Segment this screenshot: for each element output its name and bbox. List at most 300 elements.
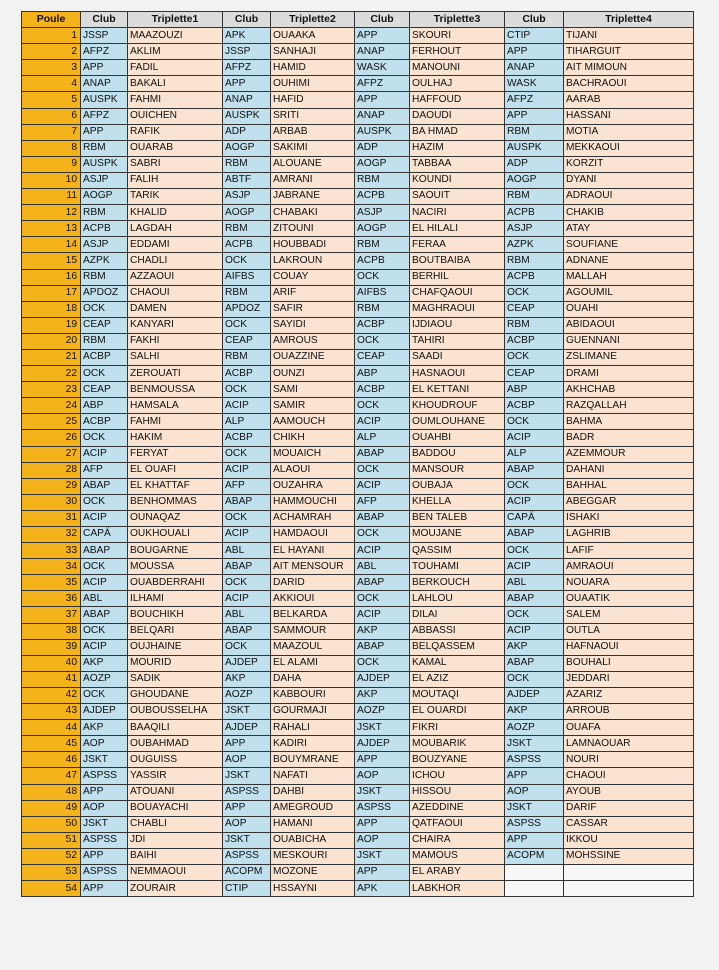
cell-club-4[interactable]: ANAP xyxy=(505,60,564,76)
cell-triplette-4[interactable]: AARAB xyxy=(564,92,694,108)
cell-triplette-1[interactable]: BOUCHIKH xyxy=(128,607,223,623)
cell-triplette-1[interactable]: ILHAMI xyxy=(128,591,223,607)
cell-triplette-2[interactable]: AIT MENSOUR xyxy=(271,559,355,575)
cell-club-4[interactable]: ACIP xyxy=(505,494,564,510)
cell-triplette-3[interactable]: IJDIAOU xyxy=(410,317,505,333)
cell-club-4[interactable]: AKP xyxy=(505,704,564,720)
cell-club-4[interactable]: AFPZ xyxy=(505,92,564,108)
cell-triplette-3[interactable]: BADDOU xyxy=(410,446,505,462)
header-triplette-4[interactable]: Triplette4 xyxy=(564,12,694,28)
cell-club-1[interactable]: RBM xyxy=(81,205,128,221)
cell-poule-number[interactable]: 52 xyxy=(22,848,81,864)
cell-club-3[interactable]: ALP xyxy=(355,430,410,446)
cell-triplette-3[interactable]: SAADI xyxy=(410,349,505,365)
cell-club-1[interactable]: CAPÄ xyxy=(81,527,128,543)
cell-poule-number[interactable]: 46 xyxy=(22,752,81,768)
cell-poule-number[interactable]: 32 xyxy=(22,527,81,543)
cell-club-3[interactable]: OCK xyxy=(355,655,410,671)
cell-triplette-1[interactable]: LAGDAH xyxy=(128,221,223,237)
cell-club-1[interactable]: AJDEP xyxy=(81,704,128,720)
cell-club-4[interactable]: OCK xyxy=(505,349,564,365)
cell-club-3[interactable]: AKP xyxy=(355,623,410,639)
cell-club-4[interactable]: ACIP xyxy=(505,430,564,446)
cell-club-1[interactable]: OCK xyxy=(81,494,128,510)
cell-club-3[interactable]: ASJP xyxy=(355,205,410,221)
cell-club-1[interactable]: ACIP xyxy=(81,575,128,591)
cell-triplette-2[interactable]: MOUAICH xyxy=(271,446,355,462)
cell-club-1[interactable]: AOP xyxy=(81,736,128,752)
cell-triplette-4[interactable]: BAHHAL xyxy=(564,478,694,494)
cell-club-2[interactable]: ASPSS xyxy=(223,848,271,864)
cell-poule-number[interactable]: 6 xyxy=(22,108,81,124)
cell-club-4[interactable]: ABAP xyxy=(505,591,564,607)
cell-triplette-3[interactable]: TOUHAMI xyxy=(410,559,505,575)
cell-triplette-4[interactable]: CHAKIB xyxy=(564,205,694,221)
cell-triplette-2[interactable]: KABBOURI xyxy=(271,687,355,703)
cell-club-2[interactable]: JSKT xyxy=(223,704,271,720)
cell-club-3[interactable]: ABL xyxy=(355,559,410,575)
cell-triplette-3[interactable]: OUAHBI xyxy=(410,430,505,446)
cell-triplette-3[interactable]: NACIRI xyxy=(410,205,505,221)
cell-club-4[interactable]: OCK xyxy=(505,478,564,494)
cell-club-3[interactable]: ACPB xyxy=(355,253,410,269)
cell-club-3[interactable]: AOP xyxy=(355,768,410,784)
cell-triplette-2[interactable]: DAHA xyxy=(271,671,355,687)
cell-club-2[interactable]: ACIP xyxy=(223,462,271,478)
cell-triplette-4[interactable]: ABIDAOUI xyxy=(564,317,694,333)
cell-club-2[interactable]: AKP xyxy=(223,671,271,687)
cell-triplette-2[interactable]: OUZAHRA xyxy=(271,478,355,494)
cell-club-1[interactable]: JSSP xyxy=(81,28,128,44)
cell-triplette-4[interactable]: SALEM xyxy=(564,607,694,623)
cell-poule-number[interactable]: 5 xyxy=(22,92,81,108)
cell-triplette-3[interactable]: MOUTAQI xyxy=(410,687,505,703)
cell-poule-number[interactable]: 14 xyxy=(22,237,81,253)
cell-poule-number[interactable]: 11 xyxy=(22,189,81,205)
cell-club-1[interactable]: RBM xyxy=(81,333,128,349)
cell-triplette-2[interactable]: SAMI xyxy=(271,382,355,398)
cell-club-2[interactable]: RBM xyxy=(223,349,271,365)
cell-club-2[interactable]: AUSPK xyxy=(223,108,271,124)
cell-club-1[interactable]: OCK xyxy=(81,559,128,575)
cell-triplette-3[interactable]: KHOUDROUF xyxy=(410,398,505,414)
cell-club-4[interactable]: ACPB xyxy=(505,269,564,285)
cell-club-3[interactable]: JSKT xyxy=(355,784,410,800)
cell-triplette-2[interactable]: OUABICHA xyxy=(271,832,355,848)
cell-club-2[interactable]: ASPSS xyxy=(223,784,271,800)
cell-club-3[interactable]: AOGP xyxy=(355,221,410,237)
cell-triplette-4[interactable]: RAZQALLAH xyxy=(564,398,694,414)
cell-triplette-2[interactable]: AMROUS xyxy=(271,333,355,349)
cell-triplette-3[interactable]: KOUNDI xyxy=(410,172,505,188)
cell-triplette-4[interactable]: ADNANE xyxy=(564,253,694,269)
cell-club-1[interactable]: ACBP xyxy=(81,349,128,365)
cell-club-1[interactable]: OCK xyxy=(81,430,128,446)
cell-triplette-1[interactable]: BAKALI xyxy=(128,76,223,92)
cell-club-3[interactable]: APP xyxy=(355,28,410,44)
header-club-3[interactable]: Club xyxy=(355,12,410,28)
cell-triplette-4[interactable]: ADRAOUI xyxy=(564,189,694,205)
header-club-2[interactable]: Club xyxy=(223,12,271,28)
cell-triplette-4[interactable]: ABEGGAR xyxy=(564,494,694,510)
cell-club-3[interactable]: AIFBS xyxy=(355,285,410,301)
cell-triplette-2[interactable]: MAAZOUL xyxy=(271,639,355,655)
cell-club-4[interactable]: ASPSS xyxy=(505,816,564,832)
cell-club-2[interactable]: ASJP xyxy=(223,189,271,205)
cell-club-3[interactable]: OCK xyxy=(355,527,410,543)
cell-club-2[interactable]: AOP xyxy=(223,752,271,768)
cell-club-3[interactable]: AFPZ xyxy=(355,76,410,92)
cell-club-2[interactable]: OCK xyxy=(223,382,271,398)
cell-triplette-1[interactable]: OUJHAINE xyxy=(128,639,223,655)
cell-triplette-1[interactable]: BENHOMMAS xyxy=(128,494,223,510)
header-triplette-3[interactable]: Triplette3 xyxy=(410,12,505,28)
cell-club-1[interactable]: AFPZ xyxy=(81,108,128,124)
cell-club-1[interactable]: AOP xyxy=(81,800,128,816)
cell-triplette-1[interactable]: BOUAYACHI xyxy=(128,800,223,816)
cell-triplette-3[interactable]: HASNAOUI xyxy=(410,366,505,382)
cell-club-3[interactable]: ACIP xyxy=(355,414,410,430)
cell-club-4[interactable]: ASJP xyxy=(505,221,564,237)
cell-club-2[interactable]: AOGP xyxy=(223,205,271,221)
header-triplette-1[interactable]: Triplette1 xyxy=(128,12,223,28)
cell-triplette-4[interactable]: MALLAH xyxy=(564,269,694,285)
cell-club-1[interactable]: ASJP xyxy=(81,237,128,253)
cell-triplette-3[interactable]: BOUTBAIBA xyxy=(410,253,505,269)
cell-poule-number[interactable]: 28 xyxy=(22,462,81,478)
cell-triplette-4[interactable]: DYANI xyxy=(564,172,694,188)
cell-club-4[interactable]: RBM xyxy=(505,253,564,269)
cell-club-3[interactable]: OCK xyxy=(355,462,410,478)
cell-poule-number[interactable]: 1 xyxy=(22,28,81,44)
cell-poule-number[interactable]: 54 xyxy=(22,881,81,897)
cell-triplette-2[interactable]: SANHAJI xyxy=(271,44,355,60)
cell-poule-number[interactable]: 31 xyxy=(22,510,81,526)
cell-triplette-3[interactable]: CHAFQAOUI xyxy=(410,285,505,301)
cell-triplette-1[interactable]: KANYARI xyxy=(128,317,223,333)
cell-poule-number[interactable]: 20 xyxy=(22,333,81,349)
cell-club-4[interactable]: RBM xyxy=(505,189,564,205)
cell-club-1[interactable]: CEAP xyxy=(81,317,128,333)
cell-triplette-1[interactable]: JDI xyxy=(128,832,223,848)
cell-club-1[interactable]: RBM xyxy=(81,269,128,285)
cell-club-3[interactable]: ABAP xyxy=(355,446,410,462)
cell-triplette-3[interactable]: HAFFOUD xyxy=(410,92,505,108)
cell-poule-number[interactable]: 10 xyxy=(22,172,81,188)
cell-club-1[interactable]: ABAP xyxy=(81,543,128,559)
cell-triplette-4[interactable]: NOUARA xyxy=(564,575,694,591)
cell-club-2[interactable]: APK xyxy=(223,28,271,44)
cell-triplette-1[interactable]: FADIL xyxy=(128,60,223,76)
cell-triplette-3[interactable]: BELQASSEM xyxy=(410,639,505,655)
cell-triplette-3[interactable]: EL ARABY xyxy=(410,864,505,880)
cell-triplette-2[interactable]: ACHAMRAH xyxy=(271,510,355,526)
cell-triplette-3[interactable]: ABBASSI xyxy=(410,623,505,639)
cell-club-1[interactable]: APP xyxy=(81,60,128,76)
cell-club-3[interactable]: APP xyxy=(355,864,410,880)
cell-club-1[interactable]: OCK xyxy=(81,623,128,639)
cell-triplette-3[interactable]: QATFAOUI xyxy=(410,816,505,832)
cell-club-2[interactable]: OCK xyxy=(223,510,271,526)
cell-club-2[interactable]: ACOPM xyxy=(223,864,271,880)
cell-triplette-4[interactable]: GUENNANI xyxy=(564,333,694,349)
cell-club-3[interactable]: WASK xyxy=(355,60,410,76)
cell-club-1[interactable]: ACPB xyxy=(81,221,128,237)
cell-club-3[interactable]: JSKT xyxy=(355,720,410,736)
cell-triplette-1[interactable]: OUNAQAZ xyxy=(128,510,223,526)
cell-triplette-3[interactable]: OUBAJA xyxy=(410,478,505,494)
cell-club-2[interactable]: ALP xyxy=(223,414,271,430)
cell-triplette-3[interactable]: EL KETTANI xyxy=(410,382,505,398)
cell-triplette-2[interactable]: DARID xyxy=(271,575,355,591)
cell-triplette-2[interactable]: MOZONE xyxy=(271,864,355,880)
cell-triplette-4[interactable]: AIT MIMOUN xyxy=(564,60,694,76)
cell-club-1[interactable]: AKP xyxy=(81,655,128,671)
cell-club-3[interactable]: RBM xyxy=(355,237,410,253)
cell-triplette-3[interactable]: OUMLOUHANE xyxy=(410,414,505,430)
cell-club-1[interactable]: CEAP xyxy=(81,382,128,398)
cell-triplette-3[interactable]: MAMOUS xyxy=(410,848,505,864)
cell-triplette-1[interactable]: ZEROUATI xyxy=(128,366,223,382)
cell-poule-number[interactable]: 25 xyxy=(22,414,81,430)
cell-club-4[interactable]: CEAP xyxy=(505,366,564,382)
cell-triplette-4[interactable]: TIJANI xyxy=(564,28,694,44)
cell-club-2[interactable]: APP xyxy=(223,800,271,816)
cell-club-2[interactable]: ABAP xyxy=(223,559,271,575)
cell-club-1[interactable]: AUSPK xyxy=(81,156,128,172)
cell-triplette-2[interactable]: HAMANI xyxy=(271,816,355,832)
cell-triplette-3[interactable]: OULHAJ xyxy=(410,76,505,92)
cell-poule-number[interactable]: 3 xyxy=(22,60,81,76)
cell-club-4[interactable]: OCK xyxy=(505,414,564,430)
cell-poule-number[interactable]: 42 xyxy=(22,687,81,703)
cell-club-1[interactable]: APDOZ xyxy=(81,285,128,301)
cell-club-3[interactable]: AUSPK xyxy=(355,124,410,140)
cell-triplette-4[interactable]: ATAY xyxy=(564,221,694,237)
cell-poule-number[interactable]: 16 xyxy=(22,269,81,285)
cell-club-4[interactable]: APP xyxy=(505,768,564,784)
cell-club-1[interactable]: AFP xyxy=(81,462,128,478)
cell-club-4[interactable]: ACBP xyxy=(505,398,564,414)
cell-club-1[interactable]: ASPSS xyxy=(81,768,128,784)
cell-poule-number[interactable]: 45 xyxy=(22,736,81,752)
cell-club-4[interactable]: OCK xyxy=(505,607,564,623)
cell-club-3[interactable]: ANAP xyxy=(355,108,410,124)
cell-poule-number[interactable]: 43 xyxy=(22,704,81,720)
cell-poule-number[interactable]: 22 xyxy=(22,366,81,382)
cell-club-1[interactable]: OCK xyxy=(81,687,128,703)
cell-poule-number[interactable]: 21 xyxy=(22,349,81,365)
cell-triplette-4[interactable]: DAHANI xyxy=(564,462,694,478)
cell-triplette-4[interactable]: CHAOUI xyxy=(564,768,694,784)
cell-triplette-1[interactable]: BAAQILI xyxy=(128,720,223,736)
cell-club-4[interactable]: JSKT xyxy=(505,800,564,816)
cell-club-2[interactable]: ACIP xyxy=(223,527,271,543)
cell-triplette-2[interactable]: HAMID xyxy=(271,60,355,76)
cell-triplette-2[interactable]: CHIKH xyxy=(271,430,355,446)
cell-triplette-2[interactable]: CHABAKI xyxy=(271,205,355,221)
cell-club-2[interactable]: ACPB xyxy=(223,237,271,253)
cell-triplette-2[interactable]: RAHALI xyxy=(271,720,355,736)
cell-triplette-3[interactable]: HISSOU xyxy=(410,784,505,800)
cell-club-4[interactable]: OCK xyxy=(505,671,564,687)
cell-triplette-4[interactable]: AGOUMIL xyxy=(564,285,694,301)
cell-club-4[interactable]: ACOPM xyxy=(505,848,564,864)
cell-triplette-3[interactable]: BERKOUCH xyxy=(410,575,505,591)
cell-triplette-2[interactable]: AAMOUCH xyxy=(271,414,355,430)
cell-triplette-3[interactable]: MOUBARIK xyxy=(410,736,505,752)
cell-triplette-4[interactable]: HASSANI xyxy=(564,108,694,124)
cell-club-2[interactable]: ACBP xyxy=(223,430,271,446)
cell-triplette-1[interactable]: SADIK xyxy=(128,671,223,687)
cell-club-4[interactable]: AKP xyxy=(505,639,564,655)
cell-triplette-3[interactable]: FERHOUT xyxy=(410,44,505,60)
cell-triplette-1[interactable]: HAKIM xyxy=(128,430,223,446)
cell-triplette-1[interactable]: FERYAT xyxy=(128,446,223,462)
header-club-4[interactable]: Club xyxy=(505,12,564,28)
cell-triplette-1[interactable]: OUBOUSSELHA xyxy=(128,704,223,720)
cell-club-1[interactable]: ACBP xyxy=(81,414,128,430)
cell-club-2[interactable]: ACIP xyxy=(223,398,271,414)
cell-triplette-4[interactable]: AZEMMOUR xyxy=(564,446,694,462)
cell-triplette-1[interactable]: OUABDERRAHI xyxy=(128,575,223,591)
cell-club-2[interactable]: OCK xyxy=(223,253,271,269)
cell-club-3[interactable]: APP xyxy=(355,752,410,768)
cell-triplette-4[interactable]: LAFIF xyxy=(564,543,694,559)
cell-club-1[interactable]: APP xyxy=(81,784,128,800)
cell-club-1[interactable]: RBM xyxy=(81,140,128,156)
cell-triplette-2[interactable]: JABRANE xyxy=(271,189,355,205)
cell-club-2[interactable]: ABAP xyxy=(223,494,271,510)
cell-club-1[interactable]: OCK xyxy=(81,366,128,382)
cell-poule-number[interactable]: 24 xyxy=(22,398,81,414)
cell-triplette-4[interactable]: ZSLIMANE xyxy=(564,349,694,365)
cell-triplette-2[interactable]: SRITI xyxy=(271,108,355,124)
cell-club-4[interactable]: APP xyxy=(505,108,564,124)
cell-triplette-1[interactable]: MOUSSA xyxy=(128,559,223,575)
cell-poule-number[interactable]: 7 xyxy=(22,124,81,140)
cell-club-2[interactable]: OCK xyxy=(223,446,271,462)
cell-triplette-1[interactable]: RAFIK xyxy=(128,124,223,140)
cell-club-3[interactable]: ACBP xyxy=(355,317,410,333)
cell-triplette-1[interactable]: OUARAB xyxy=(128,140,223,156)
cell-poule-number[interactable]: 38 xyxy=(22,623,81,639)
cell-club-1[interactable]: JSKT xyxy=(81,816,128,832)
cell-triplette-3[interactable]: DAOUDI xyxy=(410,108,505,124)
cell-triplette-4[interactable]: TIHARGUIT xyxy=(564,44,694,60)
cell-poule-number[interactable]: 8 xyxy=(22,140,81,156)
cell-club-4[interactable]: CTIP xyxy=(505,28,564,44)
cell-club-4[interactable]: ABAP xyxy=(505,462,564,478)
cell-club-2[interactable]: AJDEP xyxy=(223,720,271,736)
cell-triplette-1[interactable]: BOUGARNE xyxy=(128,543,223,559)
cell-club-2[interactable]: CEAP xyxy=(223,333,271,349)
cell-poule-number[interactable]: 27 xyxy=(22,446,81,462)
cell-club-3[interactable]: ABP xyxy=(355,366,410,382)
cell-club-3[interactable]: AOGP xyxy=(355,156,410,172)
cell-poule-number[interactable]: 30 xyxy=(22,494,81,510)
cell-triplette-1[interactable]: CHADLI xyxy=(128,253,223,269)
cell-club-3[interactable]: ACPB xyxy=(355,189,410,205)
cell-club-1[interactable]: AFPZ xyxy=(81,44,128,60)
cell-triplette-4[interactable]: AKHCHAB xyxy=(564,382,694,398)
cell-triplette-2[interactable]: AKKIOUI xyxy=(271,591,355,607)
cell-triplette-2[interactable]: EL HAYANI xyxy=(271,543,355,559)
cell-triplette-3[interactable]: EL OUARDI xyxy=(410,704,505,720)
cell-club-4[interactable]: ACIP xyxy=(505,559,564,575)
cell-club-4[interactable]: OCK xyxy=(505,543,564,559)
cell-poule-number[interactable]: 4 xyxy=(22,76,81,92)
cell-triplette-1[interactable]: CHAOUI xyxy=(128,285,223,301)
cell-triplette-2[interactable]: HOUBBADI xyxy=(271,237,355,253)
cell-triplette-4[interactable]: ISHAKI xyxy=(564,510,694,526)
cell-club-3[interactable]: OCK xyxy=(355,269,410,285)
cell-club-1[interactable]: AUSPK xyxy=(81,92,128,108)
cell-club-2[interactable]: ABAP xyxy=(223,623,271,639)
cell-club-4[interactable]: CEAP xyxy=(505,301,564,317)
cell-triplette-1[interactable]: YASSIR xyxy=(128,768,223,784)
cell-triplette-3[interactable]: KAMAL xyxy=(410,655,505,671)
cell-club-4[interactable]: OCK xyxy=(505,285,564,301)
cell-poule-number[interactable]: 40 xyxy=(22,655,81,671)
cell-triplette-4[interactable]: AYOUB xyxy=(564,784,694,800)
cell-club-4[interactable]: ABAP xyxy=(505,527,564,543)
cell-triplette-1[interactable]: OUBAHMAD xyxy=(128,736,223,752)
cell-club-4[interactable]: ABAP xyxy=(505,655,564,671)
cell-club-4[interactable]: ACBP xyxy=(505,333,564,349)
cell-triplette-1[interactable]: SABRI xyxy=(128,156,223,172)
cell-poule-number[interactable]: 19 xyxy=(22,317,81,333)
cell-triplette-4[interactable]: LAGHRIB xyxy=(564,527,694,543)
cell-triplette-3[interactable]: BOUZYANE xyxy=(410,752,505,768)
cell-club-1[interactable]: ABL xyxy=(81,591,128,607)
cell-club-4[interactable]: APP xyxy=(505,44,564,60)
cell-club-1[interactable]: ACIP xyxy=(81,446,128,462)
cell-triplette-1[interactable]: MOURID xyxy=(128,655,223,671)
cell-club-3[interactable]: APP xyxy=(355,816,410,832)
cell-triplette-2[interactable]: OUAAKA xyxy=(271,28,355,44)
cell-triplette-1[interactable]: KHALID xyxy=(128,205,223,221)
cell-club-4[interactable]: ABP xyxy=(505,382,564,398)
cell-triplette-4[interactable]: BAHMA xyxy=(564,414,694,430)
cell-club-4[interactable]: AUSPK xyxy=(505,140,564,156)
cell-triplette-3[interactable]: EL HILALI xyxy=(410,221,505,237)
cell-club-2[interactable]: RBM xyxy=(223,221,271,237)
cell-triplette-1[interactable]: ZOURAIR xyxy=(128,881,223,897)
cell-club-3[interactable]: OCK xyxy=(355,398,410,414)
cell-triplette-2[interactable]: GOURMAJI xyxy=(271,704,355,720)
cell-triplette-4[interactable]: KORZIT xyxy=(564,156,694,172)
cell-club-3[interactable]: OCK xyxy=(355,591,410,607)
cell-club-2[interactable]: JSKT xyxy=(223,768,271,784)
cell-poule-number[interactable]: 35 xyxy=(22,575,81,591)
cell-triplette-1[interactable]: OUKHOUALI xyxy=(128,527,223,543)
cell-triplette-2[interactable]: ALOUANE xyxy=(271,156,355,172)
cell-triplette-3[interactable]: KHELLA xyxy=(410,494,505,510)
cell-triplette-3[interactable]: FERAA xyxy=(410,237,505,253)
cell-triplette-2[interactable]: LAKROUN xyxy=(271,253,355,269)
cell-triplette-3[interactable]: MANSOUR xyxy=(410,462,505,478)
cell-triplette-2[interactable]: COUAY xyxy=(271,269,355,285)
cell-club-4[interactable]: WASK xyxy=(505,76,564,92)
cell-club-1[interactable]: AZPK xyxy=(81,253,128,269)
cell-triplette-2[interactable]: DAHBI xyxy=(271,784,355,800)
cell-triplette-3[interactable]: LABKHOR xyxy=(410,881,505,897)
cell-club-2[interactable]: OCK xyxy=(223,639,271,655)
cell-club-2[interactable]: ACBP xyxy=(223,366,271,382)
cell-club-3[interactable]: RBM xyxy=(355,301,410,317)
cell-club-2[interactable]: ABTF xyxy=(223,172,271,188)
